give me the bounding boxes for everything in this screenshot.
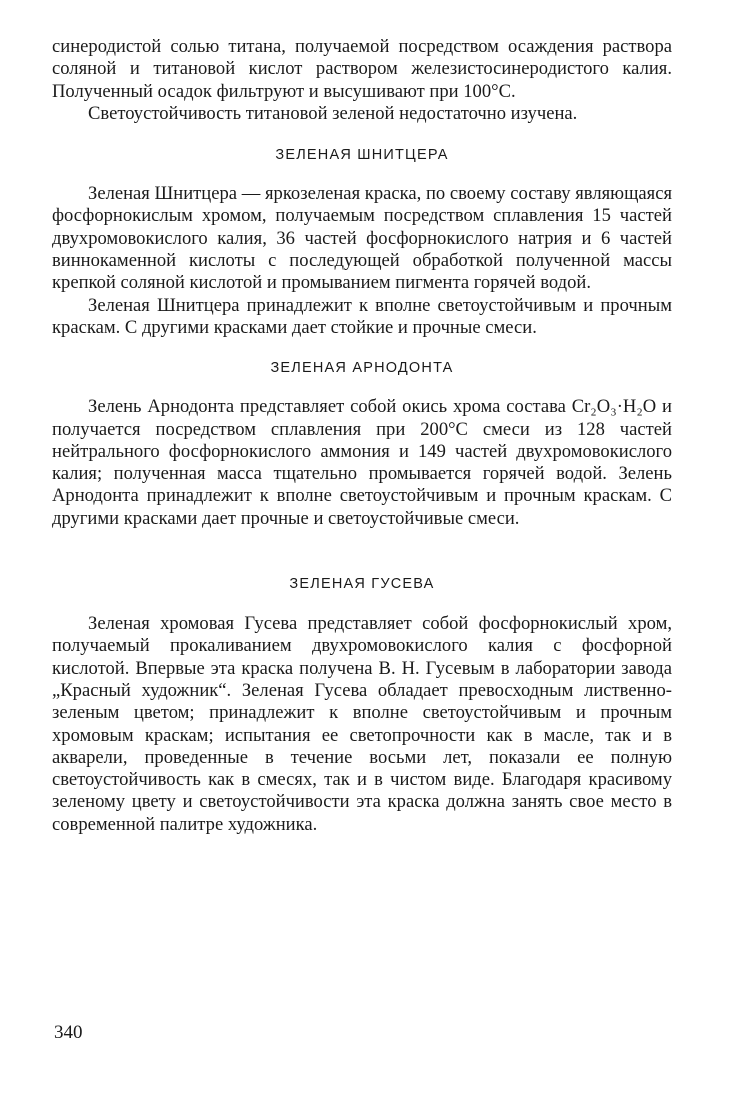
book-page (52, 36, 672, 836)
heading-arnodont-green: ЗЕЛЕНАЯ АРНОДОНТА (270, 360, 454, 377)
paragraph-schnitzer-green-composition: Зеленая Шнитцера — яркозеленая краска, по своему составу являющаяся фосфорнокислым хромом, получаемым посредством сплавления 15 частей двухромовокислого калия, 36 частей фосфорнокислого натрия и 6 частей виннокаменной кислоты с последующей обработкой полученной массы крепкой соляной кислотой и промыванием пигмента горячей водой. (52, 183, 672, 294)
paragraph-schnitzer-green-lightfastness: Зеленая Шнитцера принадлежит к вполне светоустойчивым и прочным краскам. С другими красками дает стойкие и прочные смеси. (52, 294, 672, 338)
page-number: 340 (54, 1022, 83, 1043)
paragraph-titanium-green-lightfastness: Светоустойчивость титановой зеленой недостаточно изучена. (88, 102, 578, 124)
heading-gusev-green: ЗЕЛЕНАЯ ГУСЕВА (289, 576, 435, 593)
paragraph-gusev-green: Зеленая хромовая Гусева представляет собой фосфорнокислый хром, получаемый прокаливанием двухромовокислого калия с фосфорной кислотой. Впервые эта краска получена В. Н. Гусевым в лаборатории завода „Красный художник“. Зеленая Гусева обладает превосходным лиственно-зеленым цветом; принадлежит к вполне светоустойчивым и прочным хромовым краскам; испытания ее светопрочности как в масле, так и в акварели, проведенные в течение восьми лет, показали ее полную светоустойчивость как в смесях, так и в чистом виде. Благодаря красивому зеленому цвету и светоустойчивости эта краска должна занять свое место в современной палитре художника. (52, 613, 672, 835)
paragraph-arnodont-green: Зелень Арнодонта представляет собой окись хрома состава Cr₂O₃·H₂O и получается посредством сплавления при 200°С смеси из 128 частей нейтрального фосфорнокислого аммония и 149 частей двухромовокислого калия; полученная масса тщательно промывается горячей водой. Зелень Арнодонта принадлежит к вполне светоустойчивым и прочным краскам. С другими красками дает прочные и светоустойчивые смеси. (52, 396, 672, 529)
paragraph-titanium-green-continued: синеродистой солью титана, получаемой посредством осаждения раствора соляной и титановой кислот раствором железистосинеродистого калия. Полученный осадок фильтруют и высушивают при 100°С. (52, 36, 672, 102)
heading-schnitzer-green: ЗЕЛЕНАЯ ШНИТЦЕРА (275, 147, 449, 164)
